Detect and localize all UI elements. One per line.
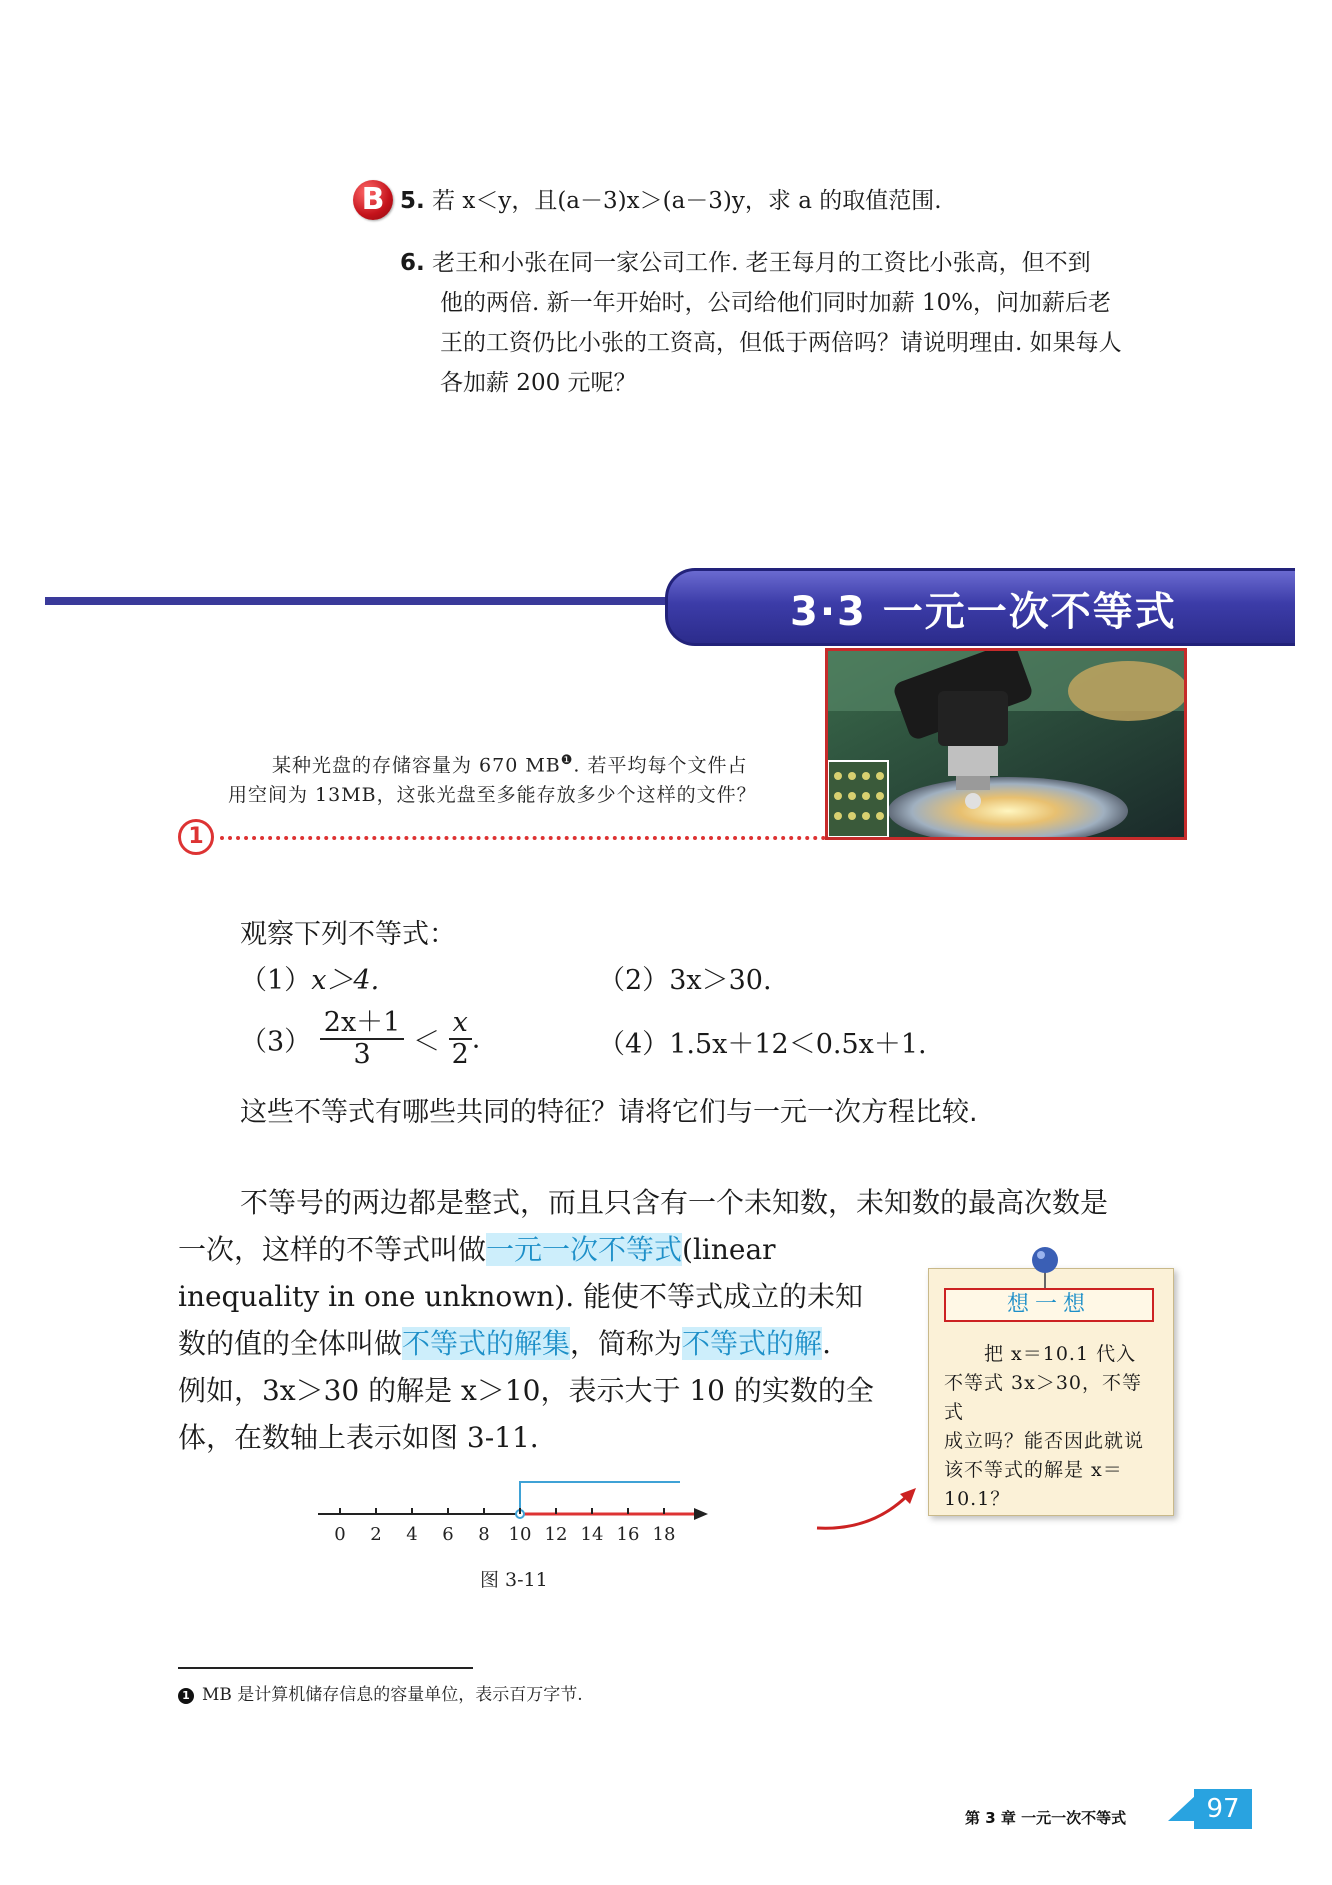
section-title: 3·3 一元一次不等式	[790, 589, 1177, 635]
footnote-mark: 1	[178, 1688, 194, 1704]
inequality-4-expr: 1.5x＋12＜0.5x＋1.	[669, 1029, 927, 1060]
less-than-operator: ＜	[412, 1026, 440, 1058]
tick-label: 14	[580, 1524, 604, 1545]
body-line-1: 不等号的两边都是整式，而且只含有一个未知数，未知数的最高次数是	[240, 1186, 1109, 1219]
section-header-rule	[45, 597, 685, 605]
dotted-rule	[220, 836, 826, 840]
tick-label: 10	[508, 1524, 532, 1545]
intro-line-1	[272, 744, 748, 782]
footnote-text: MB 是计算机储存信息的容量单位，表示百万字节.	[202, 1685, 583, 1705]
footnote-rule	[178, 1667, 473, 1669]
tick-label: 8	[478, 1524, 490, 1545]
body-line-4-a: 数的值的全体叫做	[178, 1327, 403, 1360]
observe-heading: 观察下列不等式：	[240, 919, 456, 950]
tick-label: 6	[442, 1524, 454, 1545]
observe-question: 这些不等式有哪些共同的特征？请将它们与一元一次方程比较.	[240, 1097, 978, 1128]
term-solution-set: 不等式的解集	[402, 1327, 571, 1360]
body-line-5: 例如，3x＞30 的解是 x＞10，表示大于 10 的实数的全	[178, 1374, 874, 1407]
exercise-5	[400, 181, 942, 221]
page-number: 97	[1194, 1789, 1252, 1829]
tick-label: 12	[544, 1524, 568, 1545]
step-marker: 1	[178, 819, 214, 855]
tick-label: 0	[334, 1524, 346, 1545]
tick-label: 18	[652, 1524, 676, 1545]
figure-caption: 图 3-11	[480, 1569, 548, 1591]
inequality-3-end: .	[471, 1023, 481, 1055]
pushpin-icon	[1028, 1244, 1062, 1292]
exercise-5-text: 若 x＜y，且(a－3)x＞(a－3)y，求 a 的取值范围.	[432, 188, 942, 214]
body-line-2	[178, 1227, 776, 1273]
note-line-5: 10.1？	[944, 1488, 1011, 1510]
exercise-6	[400, 243, 1091, 283]
inequality-2	[598, 958, 772, 997]
inequality-2-expr: 3x＞30.	[669, 965, 772, 996]
pointer-arrow-icon	[812, 1480, 922, 1540]
body-line-2-b: (linear	[682, 1233, 776, 1266]
inequality-1-expr: x＞4.	[311, 965, 380, 996]
intro-line-1-text: 某种光盘的存储容量为 670 MB	[272, 754, 561, 777]
inequality-4	[598, 1022, 927, 1061]
fraction-1	[320, 1008, 405, 1070]
term-linear-inequality: 一元一次不等式	[486, 1233, 683, 1266]
fraction-1-denominator: 3	[353, 1039, 371, 1070]
inequality-1-label: （1）	[240, 965, 312, 996]
note-line-4: 该不等式的解是 x＝	[944, 1459, 1123, 1481]
fraction-2-denominator: 2	[451, 1039, 469, 1070]
intro-line-1-tail: . 若平均每个文件占	[573, 754, 748, 777]
solution-bracket	[520, 1482, 680, 1514]
fraction-1-numerator: 2x＋1	[320, 1008, 405, 1040]
inequality-1	[240, 958, 379, 997]
inequality-3-label: （3）	[240, 1026, 312, 1058]
note-line-2: 不等式 3x＞30，不等式	[944, 1372, 1143, 1423]
footnote	[178, 1680, 583, 1705]
disc-drive-illustration	[828, 651, 1184, 837]
tick-label: 16	[616, 1524, 640, 1545]
body-line-6: 体，在数轴上表示如图 3-11.	[178, 1421, 539, 1454]
inequality-2-label: （2）	[598, 965, 670, 996]
fraction-2	[449, 1008, 472, 1070]
inequality-3	[240, 1008, 480, 1070]
term-solution: 不等式的解	[682, 1327, 823, 1360]
tick-label: 2	[370, 1524, 382, 1545]
body-line-2-a: 一次，这样的不等式叫做	[178, 1233, 487, 1266]
optical-disc-photo	[825, 648, 1187, 840]
exercise-6-line-4: 各加薪 200 元呢？	[440, 370, 637, 396]
chapter-label: 第 3 章 一元一次不等式	[965, 1809, 1127, 1827]
fraction-2-numerator: x	[449, 1008, 472, 1040]
exercise-5-number: 5.	[400, 188, 425, 214]
body-line-4-c: .	[822, 1327, 831, 1360]
tick-label: 4	[406, 1524, 418, 1545]
think-note-title: 想一想	[944, 1288, 1154, 1322]
body-line-3: inequality in one unknown). 能使不等式成立的未知	[178, 1280, 863, 1313]
note-line-3: 成立吗？能否因此就说	[944, 1430, 1145, 1452]
think-note-text	[944, 1340, 1160, 1514]
axis-arrow	[694, 1508, 708, 1520]
exercise-6-line-3: 王的工资仍比小张的工资高，但低于两倍吗？请说明理由. 如果每人	[440, 330, 1122, 356]
page-tab-pointer	[1168, 1795, 1196, 1821]
level-b-badge: B	[353, 180, 393, 220]
body-line-4-b: ，简称为	[570, 1327, 683, 1360]
exercise-6-line-2: 他的两倍. 新一年开始时，公司给他们同时加薪 10%，问加薪后老	[440, 290, 1112, 316]
inequality-4-label: （4）	[598, 1029, 670, 1060]
footnote-ref: ❶	[560, 753, 574, 768]
note-line-1: 把 x＝10.1 代入	[984, 1343, 1137, 1365]
exercise-6-number: 6.	[400, 250, 425, 276]
exercise-6-line-1: 老王和小张在同一家公司工作. 老王每月的工资比小张高，但不到	[432, 250, 1091, 276]
intro-line-2: 用空间为 13MB，这张光盘至多能存放多少个这样的文件？	[228, 784, 757, 806]
body-line-4	[178, 1321, 831, 1367]
number-line-figure	[318, 1470, 718, 1560]
